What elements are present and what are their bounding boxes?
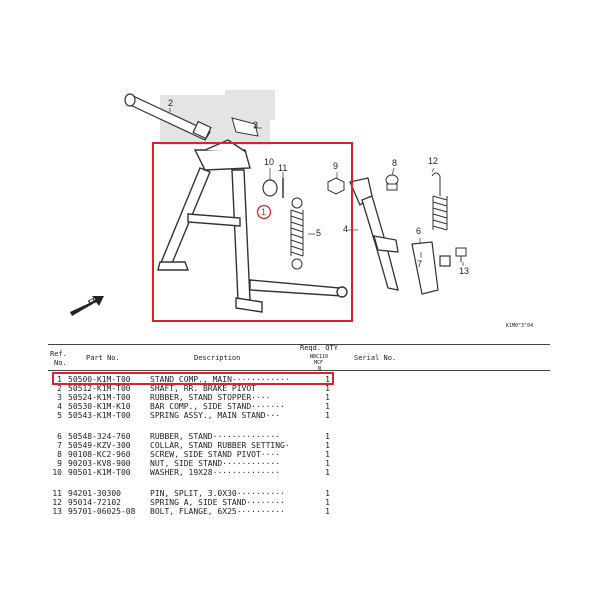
row-description: RUBBER, STAND STOPPER····: [150, 393, 271, 402]
row-ref: 3: [57, 393, 62, 402]
row-part-no: 90108-KC2-960: [68, 450, 131, 459]
row-qty: 1: [325, 489, 330, 498]
header-description: Description: [194, 354, 241, 362]
callout-6: 6: [416, 226, 422, 236]
row-qty: 1: [325, 384, 330, 393]
row-part-no: 95014-72102: [68, 498, 121, 507]
header-part-no: Part No.: [86, 354, 120, 362]
row-qty: 1: [325, 375, 330, 384]
row-part-no: 50548-324-760: [68, 432, 131, 441]
callout-5: 5: [316, 228, 322, 238]
row-ref: 11: [52, 489, 62, 498]
row-ref: 5: [57, 411, 62, 420]
row-description: WASHER, 19X28··············: [150, 468, 281, 477]
callout-8: 8: [392, 158, 398, 168]
row-ref: 10: [52, 468, 62, 477]
callout-11: 11: [278, 163, 288, 173]
callout-9: 9: [333, 161, 339, 171]
row-description: COLLAR, STAND RUBBER SETTING·: [150, 441, 290, 450]
spring-a-part: [432, 173, 447, 230]
row-part-no: 50530-K1M-K10: [68, 402, 131, 411]
row-qty: 1: [325, 507, 330, 516]
table-row: [48, 468, 330, 477]
header-model: NBC110: [310, 354, 329, 360]
callout-1: 1: [261, 207, 267, 217]
header-model-sub: MCF: [314, 360, 324, 366]
row-description: SCREW, SIDE STAND PIVOT····: [150, 450, 281, 459]
fr-label: FR.: [86, 293, 103, 308]
flange-bolt-part: [456, 248, 466, 262]
row-ref: 1: [57, 375, 62, 384]
row-part-no: 95701-06025-08: [68, 507, 136, 516]
row-qty: 1: [325, 393, 330, 402]
table-row: [48, 411, 330, 420]
row-ref: 8: [57, 450, 62, 459]
table-row: [48, 402, 330, 411]
header-top-rule: [48, 344, 550, 345]
diagram-ref-code: K1M0"3"04: [506, 323, 534, 329]
table-row: [48, 432, 330, 441]
table-row: [48, 489, 330, 498]
header-serial-no: Serial No.: [354, 354, 397, 362]
row-qty: 1: [325, 402, 330, 411]
table-row: [48, 375, 330, 384]
row-qty: 1: [325, 441, 330, 450]
row-description: SHAFT, RR. BRAKE PIVOT: [150, 384, 256, 393]
table-row: [48, 384, 330, 393]
main-spring-part: [291, 198, 303, 269]
row-ref: 13: [52, 507, 62, 516]
row-description: BAR COMP., SIDE STAND·······: [150, 402, 285, 411]
table-row: [48, 450, 330, 459]
row-part-no: 50549-KZV-300: [68, 441, 131, 450]
table-row: [48, 459, 330, 468]
callout-13: 13: [459, 266, 470, 276]
row-description: SPRING A, SIDE STAND········: [150, 498, 285, 507]
side-stand-part: [350, 178, 398, 290]
row-ref: 9: [57, 459, 62, 468]
row-part-no: 50500-K1M-T00: [68, 375, 131, 384]
row-part-no: 50524-K1M-T00: [68, 393, 131, 402]
row-description: STAND COMP., MAIN············: [150, 375, 290, 384]
header-model-sub2: N: [318, 366, 322, 372]
row-qty: 1: [325, 468, 330, 477]
row-qty: 1: [325, 498, 330, 507]
callout-7: 7: [417, 259, 423, 269]
row-description: SPRING ASSY., MAIN STAND···: [150, 411, 281, 420]
row-description: RUBBER, STAND··············: [150, 432, 281, 441]
row-part-no: 90203-KV8-900: [68, 459, 131, 468]
header-no: No.: [54, 359, 67, 367]
row-qty: 1: [325, 432, 330, 441]
table-row: [48, 441, 330, 450]
callout-12: 12: [428, 156, 439, 166]
row-part-no: 50512-K1M-T00: [68, 384, 131, 393]
washer-part: [263, 180, 277, 196]
parts-list: [48, 340, 550, 600]
row-part-no: 90501-K1M-T00: [68, 468, 131, 477]
row-qty: 1: [325, 459, 330, 468]
table-row: [48, 507, 330, 516]
header-ref: Ref.: [50, 350, 67, 358]
callout-4: 4: [343, 224, 349, 234]
callout-3: 3: [253, 120, 259, 130]
row-part-no: 50543-K1M-T00: [68, 411, 131, 420]
row-ref: 7: [57, 441, 62, 450]
header-bottom-rule: [48, 370, 550, 371]
row-ref: 6: [57, 432, 62, 441]
row-description: PIN, SPLIT, 3.0X30··········: [150, 489, 285, 498]
callout-10: 10: [264, 157, 275, 167]
header-reqd-qty: Reqd. QTY: [300, 344, 338, 352]
table-row: [48, 498, 330, 507]
row-description: BOLT, FLANGE, 6X25··········: [150, 507, 285, 516]
row-qty: 1: [325, 411, 330, 420]
nut-part: [328, 178, 344, 194]
row-description: NUT, SIDE STAND············: [150, 459, 281, 468]
callout-2: 2: [168, 98, 174, 108]
screw-part: [386, 175, 398, 190]
row-ref: 12: [52, 498, 62, 507]
row-ref: 4: [57, 402, 62, 411]
table-row: [48, 393, 330, 402]
row-ref: 2: [57, 384, 62, 393]
row-qty: 1: [325, 450, 330, 459]
main-stand-part: [158, 140, 347, 312]
row-part-no: 94201-30300: [68, 489, 121, 498]
